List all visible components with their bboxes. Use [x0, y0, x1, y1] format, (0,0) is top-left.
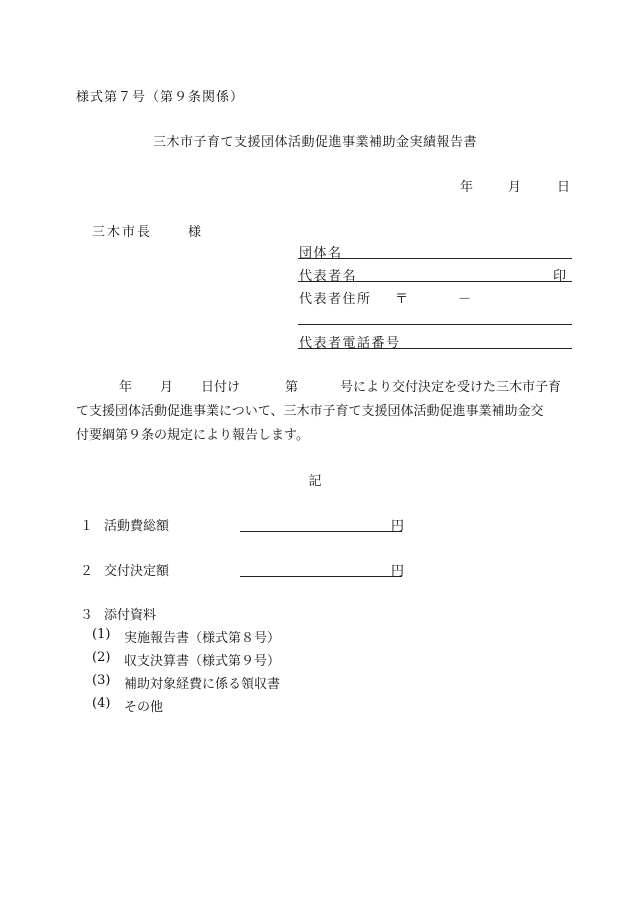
item-label: 活動費総額 — [104, 519, 170, 534]
rep-name-label: 代表者名 — [299, 269, 358, 284]
decided-amount-field[interactable] — [240, 576, 402, 577]
seal-mark: 印 — [553, 269, 567, 284]
ki-heading: 記 — [308, 474, 322, 489]
list-item-number: (1) — [92, 627, 111, 642]
body-date-suffix: 日付け — [201, 380, 241, 395]
body-line3: 付要綱第９条の規定により報告します。 — [76, 428, 309, 443]
postal-mark: 〒 — [395, 292, 409, 307]
item-number: ３ — [80, 608, 94, 623]
body-line1-rest: 号により交付決定を受けた三木市子育 — [340, 380, 562, 395]
list-item: その他 — [124, 700, 164, 715]
attachments-label: 添付資料 — [104, 608, 157, 623]
rep-phone-label: 代表者電話番号 — [299, 336, 401, 351]
list-item-number: (4) — [92, 696, 111, 711]
org-name-label: 団体名 — [299, 246, 343, 261]
body-no-prefix: 第 — [285, 380, 299, 395]
body-year: 年 — [119, 380, 133, 395]
date-month: 月 — [508, 180, 522, 195]
rep-address-field[interactable] — [298, 324, 572, 325]
list-item: 補助対象経費に係る領収書 — [124, 677, 281, 692]
document-title: 三木市子育て支援団体活動促進事業補助金実績報告書 — [152, 135, 477, 150]
list-item: 収支決算書（様式第９号） — [124, 654, 281, 669]
list-item: 実施報告書（様式第８号） — [124, 631, 281, 646]
form-id: 様式第７号（第９条関係） — [76, 90, 245, 105]
postal-dash: － — [458, 292, 472, 307]
body-month: 月 — [160, 380, 174, 395]
item-number: １ — [80, 519, 94, 534]
yen-unit: 円 — [391, 519, 405, 534]
org-name-field[interactable] — [298, 258, 572, 259]
item-number: ２ — [80, 564, 94, 579]
item-label: 交付決定額 — [104, 564, 170, 579]
list-item-number: (3) — [92, 673, 111, 688]
yen-unit: 円 — [391, 564, 405, 579]
addressee-name: 三木市長 — [92, 225, 153, 240]
rep-address-label: 代表者住所 — [299, 292, 372, 307]
date-year: 年 — [460, 180, 474, 195]
rep-name-field[interactable] — [298, 281, 572, 282]
date-day: 日 — [557, 180, 571, 195]
body-line2: て支援団体活動促進事業について、三木市子育て支援団体活動促進事業補助金交 — [76, 404, 544, 419]
addressee-honorific: 様 — [188, 225, 202, 240]
total-activity-field[interactable] — [240, 531, 402, 532]
list-item-number: (2) — [92, 650, 111, 665]
rep-phone-field[interactable] — [298, 348, 572, 349]
